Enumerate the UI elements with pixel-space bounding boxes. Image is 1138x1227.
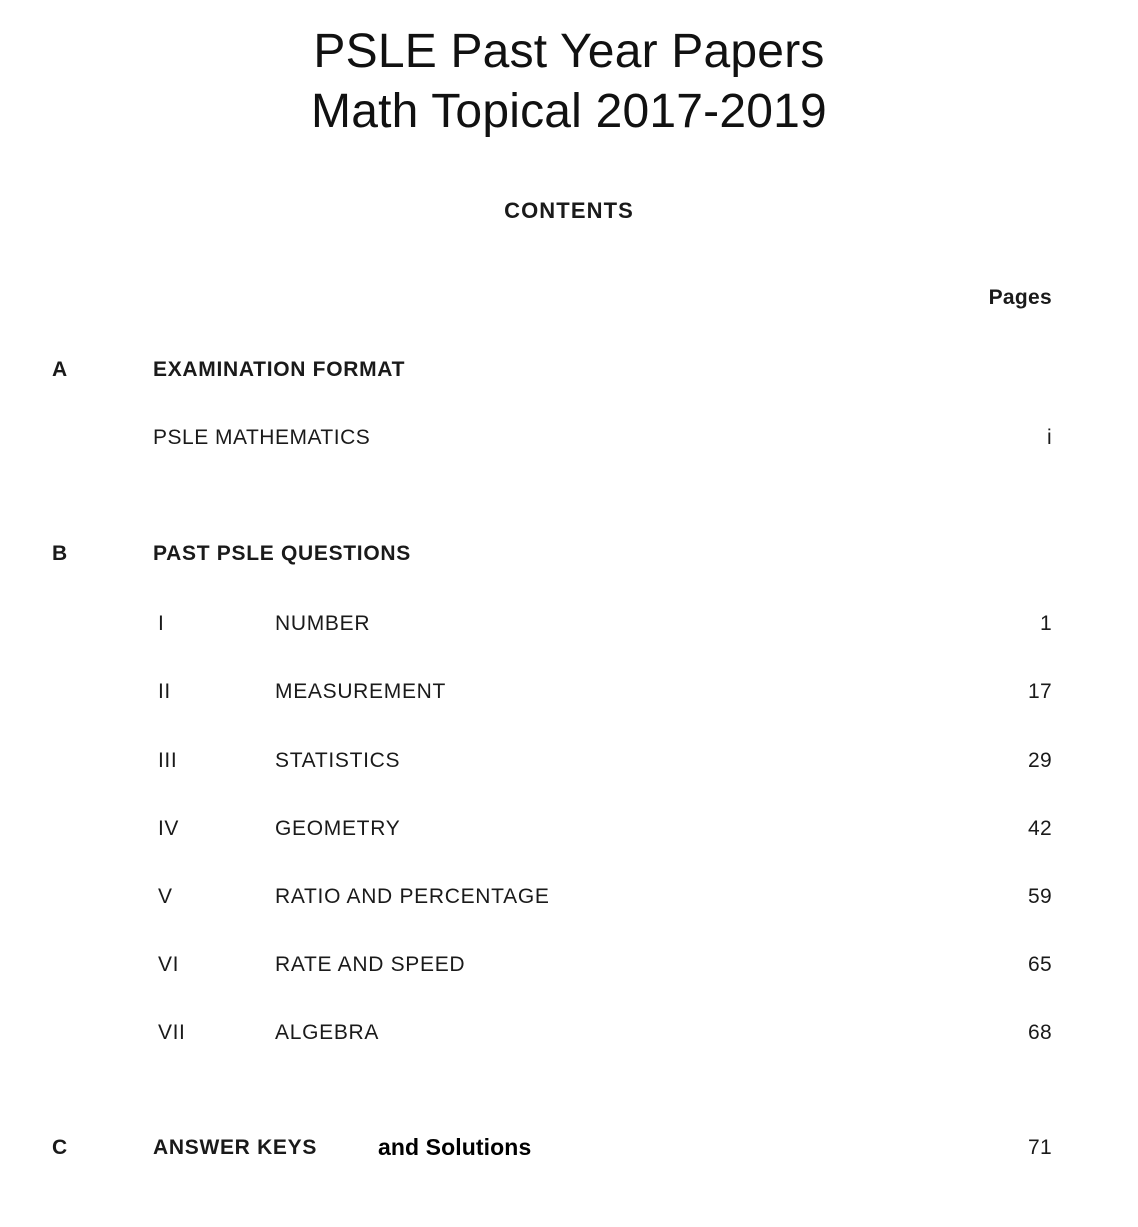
toc-entry-row-algebra[interactable] (0, 1021, 1138, 1055)
entry-topic-rate-and-speed: RATE AND SPEED (275, 953, 466, 976)
section-page-c: 71 (1028, 1136, 1052, 1159)
entry-numeral-statistics: III (158, 749, 178, 772)
section-heading-c: ANSWER KEYS (153, 1136, 318, 1159)
toc-section-row-c[interactable] (0, 1136, 1138, 1170)
page-title (0, 22, 1138, 142)
section-letter-b: B (52, 542, 68, 565)
entry-topic-measurement: MEASUREMENT (275, 680, 447, 703)
section-letter-c: C (52, 1136, 68, 1159)
toc-entry-row-number[interactable] (0, 612, 1138, 646)
entry-topic-ratio-and-percentage: RATIO AND PERCENTAGE (275, 885, 550, 908)
entry-numeral-ratio-and-percentage: V (158, 885, 173, 908)
entry-numeral-rate-and-speed: VI (158, 953, 180, 976)
entry-topic-statistics: STATISTICS (275, 749, 401, 772)
entry-label-psle-mathematics: PSLE MATHEMATICS (153, 426, 371, 449)
entry-numeral-geometry: IV (158, 817, 180, 840)
title-line-1: PSLE Past Year Papers (313, 25, 825, 78)
toc-entry-row-psle-mathematics[interactable] (0, 426, 1138, 460)
entry-page-statistics: 29 (1028, 749, 1052, 772)
toc-entry-row-ratio-and-percentage[interactable] (0, 885, 1138, 919)
toc-entry-row-measurement[interactable] (0, 680, 1138, 714)
toc-section-row-a[interactable] (0, 358, 1138, 392)
entry-numeral-measurement: II (158, 680, 171, 703)
entry-numeral-algebra: VII (158, 1021, 186, 1044)
entry-page-rate-and-speed: 65 (1028, 953, 1052, 976)
entry-page-algebra: 68 (1028, 1021, 1052, 1044)
entry-page-measurement: 17 (1028, 680, 1052, 703)
entry-numeral-number: I (158, 612, 165, 635)
section-heading-a: EXAMINATION FORMAT (153, 358, 406, 381)
contents-heading: CONTENTS (504, 198, 634, 223)
entry-page-psle-mathematics: i (1047, 426, 1052, 449)
entry-page-number: 1 (1040, 612, 1052, 635)
entry-page-ratio-and-percentage: 59 (1028, 885, 1052, 908)
toc-entry-row-statistics[interactable] (0, 749, 1138, 783)
entry-topic-number: NUMBER (275, 612, 371, 635)
title-line-2: Math Topical 2017-2019 (311, 85, 827, 138)
entry-topic-geometry: GEOMETRY (275, 817, 401, 840)
entry-topic-algebra: ALGEBRA (275, 1021, 380, 1044)
toc-section-row-b[interactable] (0, 542, 1138, 576)
entry-page-geometry: 42 (1028, 817, 1052, 840)
toc-entry-row-rate-and-speed[interactable] (0, 953, 1138, 987)
section-heading-b: PAST PSLE QUESTIONS (153, 542, 411, 565)
toc-entry-row-geometry[interactable] (0, 817, 1138, 851)
section-heading-c-suffix: and Solutions (378, 1134, 532, 1160)
pages-column-header: Pages (988, 286, 1052, 309)
section-letter-a: A (52, 358, 68, 381)
